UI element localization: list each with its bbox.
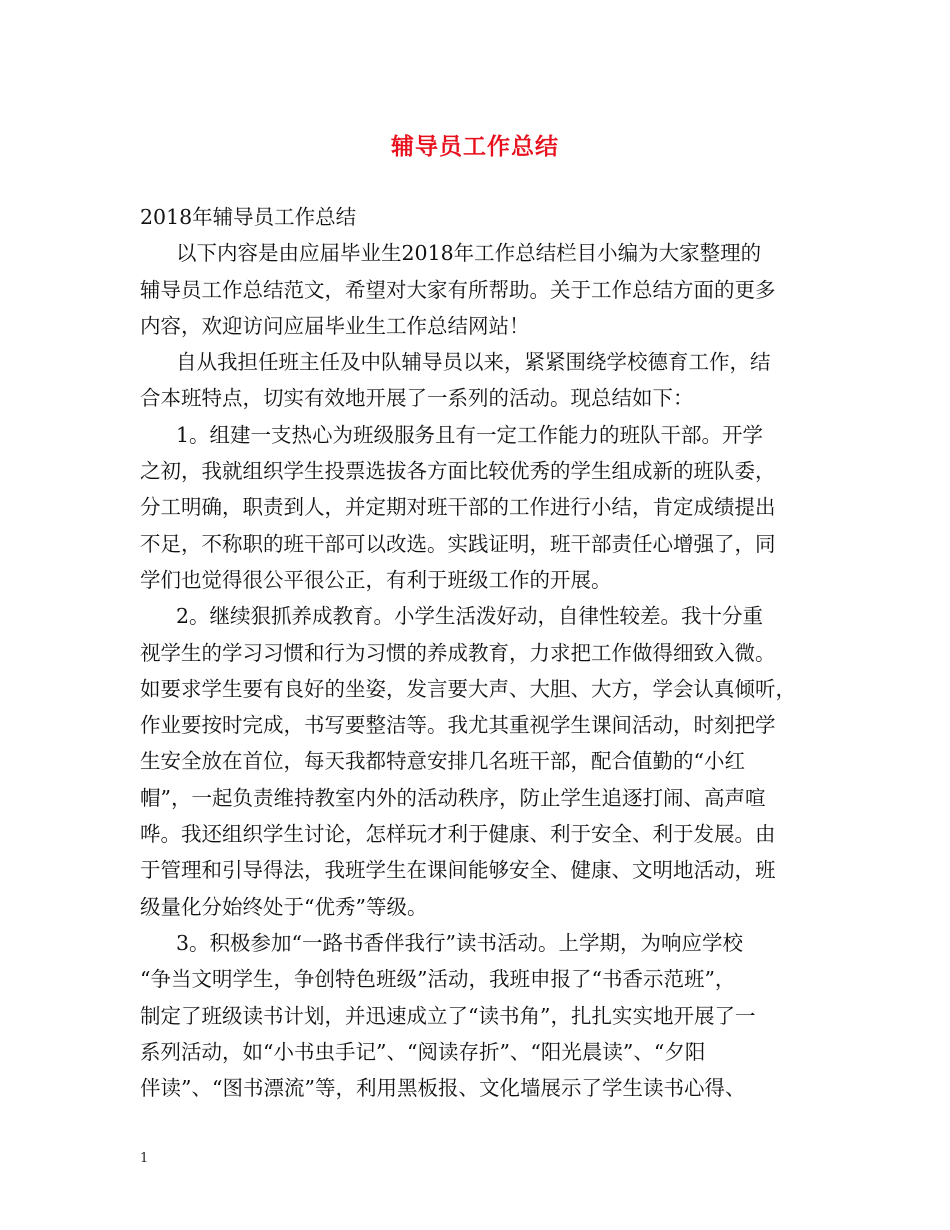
paragraph-line: 1。组建一支热心为班级服务且有一定工作能力的班队干部。开学 [176, 422, 764, 447]
paragraph-line: 2。继续狠抓养成教育。小学生活泼好动，自律性较差。我十分重 [176, 604, 764, 629]
paragraph-line: 伴读”、“图书漂流”等，利用黑板报、文化墙展示了学生读书心得、 [140, 1076, 746, 1101]
paragraph-line: 自从我担任班主任及中队辅导员以来，紧紧围绕学校德育工作，结 [176, 350, 771, 375]
paragraph-line: 以下内容是由应届毕业生2018年工作总结栏目小编为大家整理的 [176, 241, 762, 266]
paragraph-line: 视学生的学习习惯和行为习惯的养成教育，力求把工作做得细致入微。 [140, 640, 776, 665]
subtitle-line: 2018年辅导员工作总结 [140, 205, 357, 229]
paragraph-line: 合本班特点，切实有效地开展了一系列的活动。现总结如下： [140, 386, 694, 411]
page-number: 1 [140, 1151, 149, 1166]
paragraph-line: 作业要按时完成，书写要整洁等。我尤其重视学生课间活动，时刻把学 [140, 713, 776, 738]
paragraph-line: 不足，不称职的班干部可以改选。实践证明，班干部责任心增强了，同 [140, 531, 776, 556]
paragraph-line: “争当文明学生，争创特色班级”活动，我班申报了“书香示范班”， [140, 967, 736, 992]
paragraph-line: 内容，欢迎访问应届毕业生工作总结网站！ [140, 313, 530, 338]
paragraph-line: 生安全放在首位，每天我都特意安排几名班干部，配合值勤的“小红 [140, 749, 745, 774]
paragraph-line: 哗。我还组织学生讨论，怎样玩才利于健康、利于安全、利于发展。由 [140, 822, 776, 847]
paragraph-line: 3。积极参加“一路书香伴我行”读书活动。上学期，为响应学校 [176, 930, 744, 955]
paragraph-line: 如要求学生要有良好的坐姿，发言要大声、大胆、大方，学会认真倾听， [140, 676, 796, 701]
paragraph-line: 帽”，一起负责维持教室内外的活动秩序，防止学生追逐打闹、高声喧 [140, 785, 766, 810]
paragraph-line: 之初，我就组织学生投票选拔各方面比较优秀的学生组成新的班队委， [140, 459, 776, 484]
paragraph-line: 于管理和引导得法，我班学生在课间能够安全、健康、文明地活动，班 [140, 858, 776, 883]
document-title: 辅导员工作总结 [391, 134, 559, 160]
paragraph-line: 学们也觉得很公平很公正，有利于班级工作的开展。 [140, 567, 612, 592]
paragraph-line: 级量化分始终处于“优秀”等级。 [140, 894, 428, 919]
document-body [140, 199, 820, 1106]
paragraph-line: 辅导员工作总结范文，希望对大家有所帮助。关于工作总结方面的更多 [140, 277, 776, 302]
paragraph-line: 系列活动，如“小书虫手记”、“阅读存折”、“阳光晨读”、“夕阳 [140, 1039, 706, 1064]
paragraph-line: 制定了班级读书计划，并迅速成立了“读书角”，扎扎实实地开展了一 [140, 1003, 756, 1028]
paragraph-line: 分工明确，职责到人，并定期对班干部的工作进行小结，肯定成绩提出 [140, 495, 776, 520]
